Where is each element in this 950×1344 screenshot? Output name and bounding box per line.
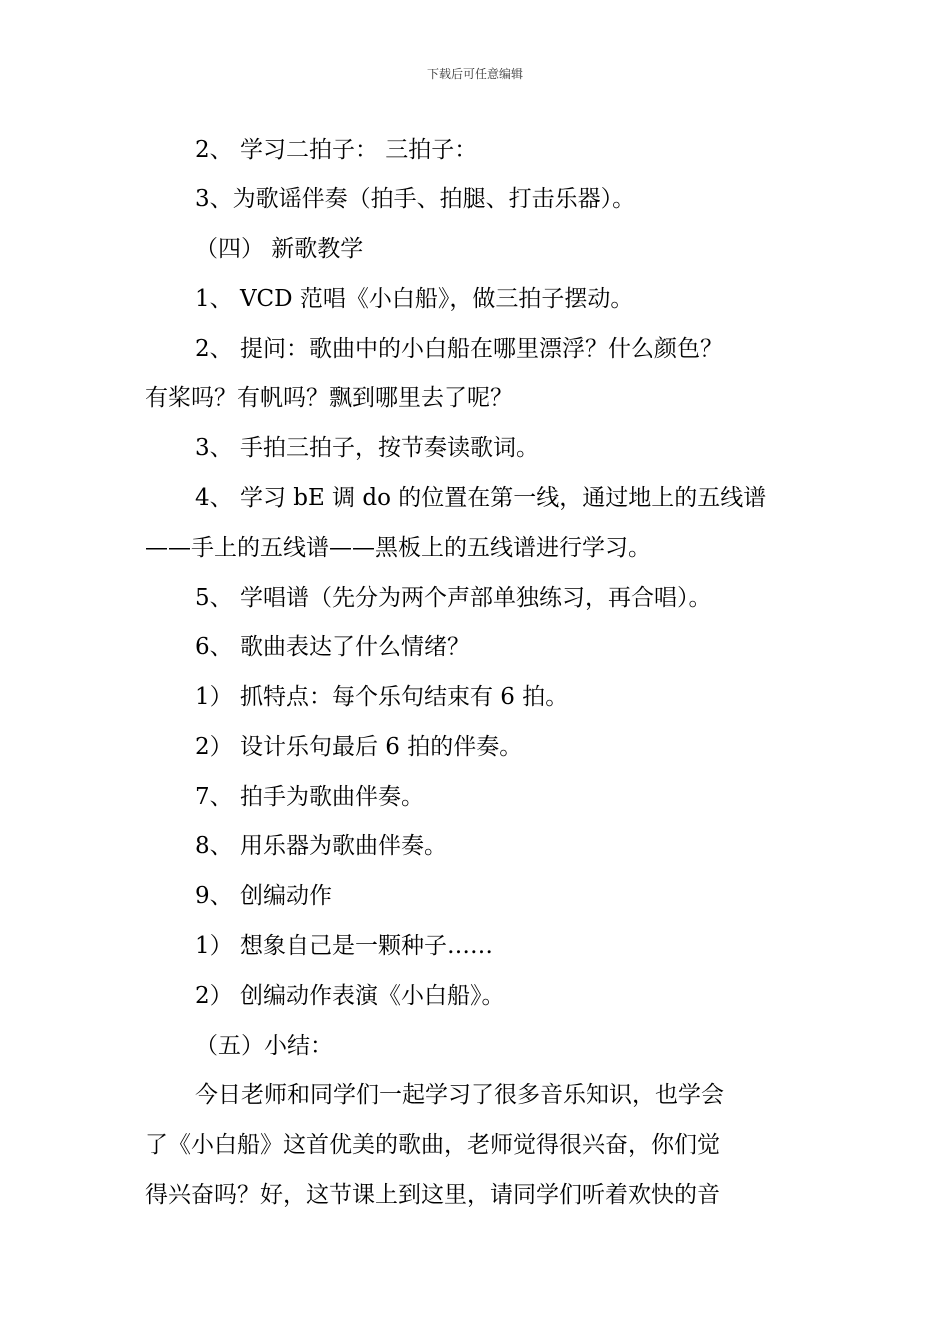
section-heading: （四） 新歌教学 bbox=[195, 236, 364, 262]
text-line: 7、 拍手为歌曲伴奏。 bbox=[195, 784, 424, 810]
text-line: 1、 VCD 范唱《小白船》，做三拍子摆动。 bbox=[195, 286, 634, 312]
text-line: 1） 抓特点：每个乐句结束有 6 拍。 bbox=[195, 684, 569, 710]
text-line: 2） 设计乐句最后 6 拍的伴奏。 bbox=[195, 734, 523, 760]
text-line: 了《小白船》这首优美的歌曲，老师觉得很兴奋，你们觉 bbox=[145, 1132, 720, 1158]
page-header: 下载后可任意编辑 bbox=[426, 67, 523, 81]
text-line: 1） 想象自己是一颗种子…… bbox=[195, 933, 493, 959]
text-line: 2、 学习二拍子： 三拍子： bbox=[195, 137, 478, 163]
section-heading: （五）小结： bbox=[195, 1033, 333, 1059]
text-line: 2、 提问：歌曲中的小白船在哪里漂浮？什么颜色？ bbox=[195, 336, 723, 362]
text-line: 5、 学唱谱（先分为两个声部单独练习，再合唱）。 bbox=[195, 585, 712, 611]
text-line: 得兴奋吗？好，这节课上到这里，请同学们听着欢快的音 bbox=[145, 1182, 720, 1208]
text-line: 3、为歌谣伴奏（拍手、拍腿、打击乐器）。 bbox=[195, 186, 636, 212]
text-line: 3、 手拍三拍子，按节奏读歌词。 bbox=[195, 435, 539, 461]
text-line: ——手上的五线谱——黑板上的五线谱进行学习。 bbox=[145, 535, 651, 561]
text-line: 今日老师和同学们一起学习了很多音乐知识，也学会 bbox=[195, 1082, 724, 1108]
text-line: 4、 学习 bE 调 do 的位置在第一线，通过地上的五线谱 bbox=[195, 485, 767, 511]
text-line: 有桨吗？有帆吗？飘到哪里去了呢？ bbox=[145, 385, 513, 411]
text-line: 6、 歌曲表达了什么情绪？ bbox=[195, 634, 470, 660]
text-line: 8、 用乐器为歌曲伴奏。 bbox=[195, 833, 447, 859]
text-line: 9、 创编动作 bbox=[195, 883, 332, 909]
text-line: 2） 创编动作表演《小白船》。 bbox=[195, 983, 505, 1009]
